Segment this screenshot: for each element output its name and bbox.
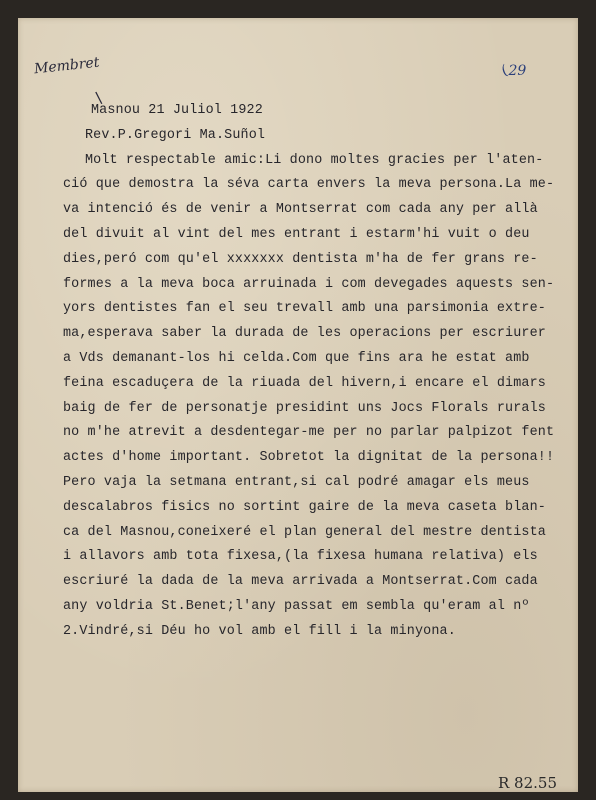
folio-number: [498, 62, 527, 80]
body-line-6: formes a la meva boca arruinada i com devegades aquests sen-: [63, 276, 555, 292]
handwritten-tick-mark: \: [92, 87, 105, 108]
body-line-12: no m'he atrevit a desdentegar-me per no parlar palpizot fent: [63, 425, 555, 441]
body-line-1: Molt respectable amic:Li dono moltes gracies per l'aten-: [85, 152, 544, 168]
body-line-9: a Vds demanant-los hi celda.Com que fins ara he estat amb: [63, 350, 530, 366]
addressee-line: Rev.P.Gregori Ma.Suñol: [85, 127, 266, 143]
folio-curl-mark: (: [498, 62, 512, 80]
body-line-8: ma,esperava saber la durada de les operacions per escriurer: [63, 326, 546, 342]
body-line-20: 2.Vindré,si Déu ho vol amb el fill i la minyona.: [63, 623, 456, 639]
body-line-5: dies,peró com qu'el xxxxxxx dentista m'ha de fer grans re-: [63, 251, 538, 267]
body-line-10: feina escaduçera de la riuada del hivern,i encare el dimars: [63, 375, 546, 391]
body-line-18: escriuré la dada de la meva arrivada a Montserrat.Com cada: [63, 574, 538, 590]
body-line-17: i allavors amb tota fixesa,(la fixesa humana relativa) els: [63, 549, 538, 565]
place-date-line: Masnou 21 Juliol 1922: [91, 103, 263, 118]
typed-letter: [63, 99, 573, 645]
body-line-3: va intenció és de venir a Montserrat com cada any per allà: [63, 202, 538, 218]
body-line-13: actes d'home important. Sobretot la dignitat de la persona!!: [63, 450, 555, 466]
body-line-7: yors dentistes fan el seu trevall amb una parsimonia extre-: [63, 301, 546, 317]
body-line-11: baig de fer de personatje presidint uns Jocs Florals rurals: [63, 400, 546, 416]
archive-reference: R 82.55: [498, 774, 558, 792]
handwritten-name: Membret: [33, 54, 101, 78]
folio-number-text: 29: [508, 63, 527, 79]
body-line-2: ció que demostra la séva carta envers la meva persona.La me-: [63, 177, 555, 193]
body-line-19: any voldria St.Benet;l'any passat em sembla qu'eram al nº: [63, 598, 530, 614]
body-line-16: ca del Masnou,coneixeré el plan general del mestre dentista: [63, 524, 546, 540]
body-line-15: descalabros fisics no sortint gaire de la meva caseta blan-: [63, 499, 546, 515]
body-line-4: del divuit al vint del mes entrant i estarm'hi vuit o deu: [63, 226, 530, 242]
body-line-14: Pero vaja la setmana entrant,si cal podré amagar els meus: [63, 474, 530, 490]
